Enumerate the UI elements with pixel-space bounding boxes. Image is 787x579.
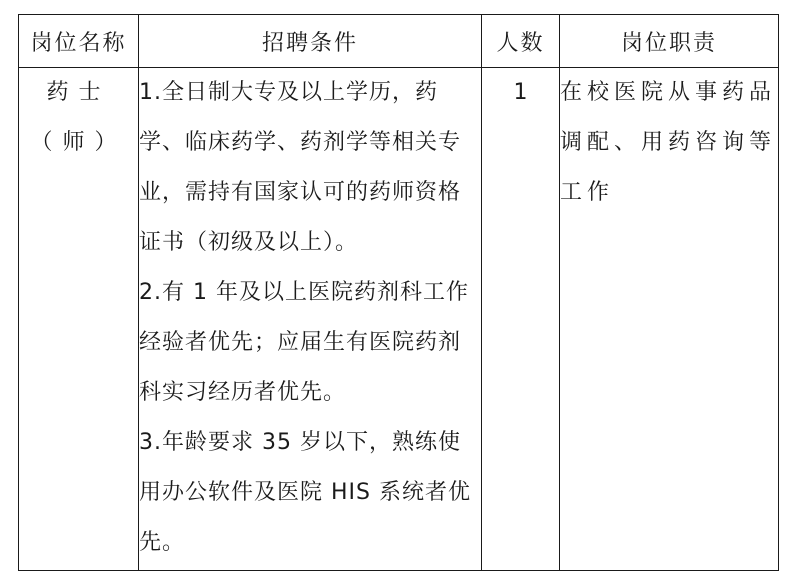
- requirement-item: 1.全日制大专及以上学历，药学、临床药学、药剂学等相关专业，需持有国家认可的药师资格证书（初级及以上）。: [139, 80, 462, 255]
- header-requirements: 招聘条件: [139, 15, 482, 68]
- table-row: [19, 68, 779, 571]
- position-level: （师）: [30, 130, 127, 155]
- table-header-row: [19, 15, 779, 68]
- requirement-item: 3.年龄要求 35 岁以下，熟练使用办公软件及医院 HIS 系统者优先。: [139, 430, 471, 555]
- requirement-item: 2.有 1 年及以上医院药剂科工作经验者优先；应届生有医院药剂科实习经历者优先。: [139, 280, 469, 405]
- recruitment-table: [18, 14, 779, 571]
- duties-cell: 在校医院从事药品调配、用药咨询等工作: [560, 68, 779, 571]
- header-count: 人数: [482, 15, 560, 68]
- header-duties: 岗位职责: [560, 15, 779, 68]
- header-position: 岗位名称: [19, 15, 139, 68]
- position-cell: [19, 68, 139, 571]
- count-cell: 1: [482, 68, 560, 571]
- position-name: 药士: [46, 80, 111, 105]
- requirements-cell: [139, 68, 482, 571]
